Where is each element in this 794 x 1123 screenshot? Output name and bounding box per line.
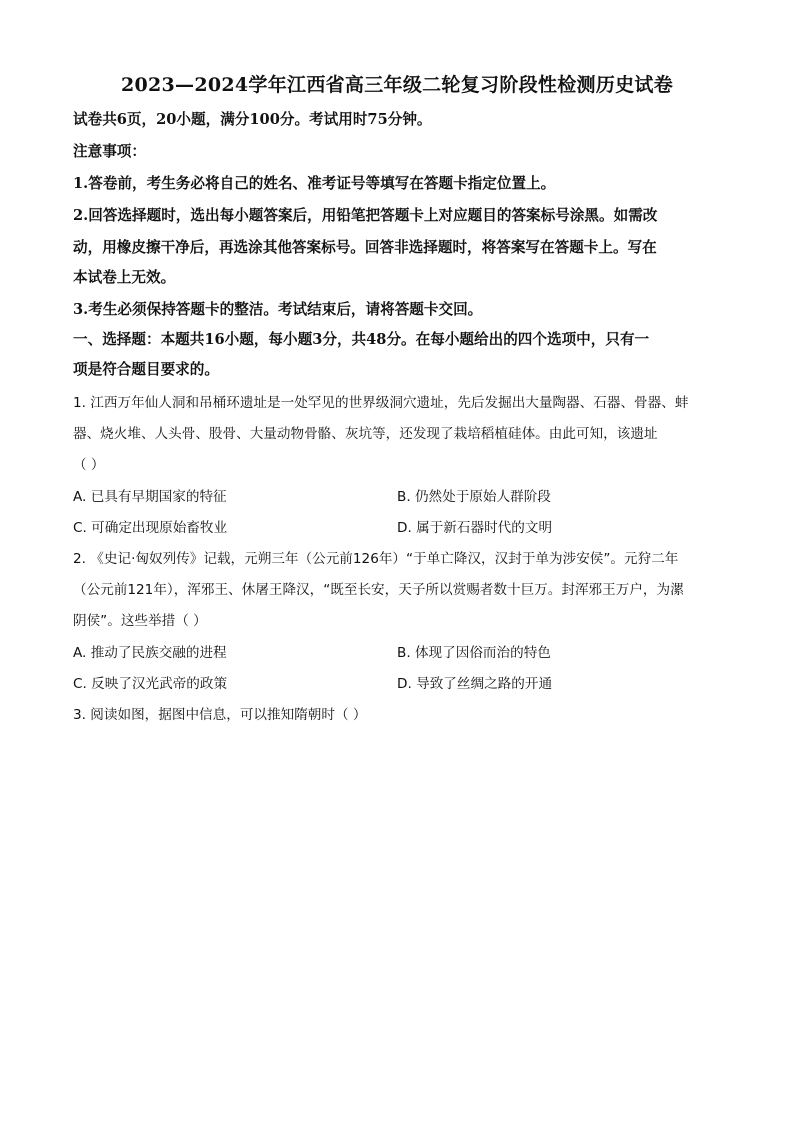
question-1-text: 1. 江西万年仙人洞和吊桶环遗址是一处罕见的世界级洞穴遗址，先后发掘出大量陶器、石器、骨器、蚌 — [73, 395, 689, 411]
question-2-text: （公元前121年），浑邪王、休屠王降汉，“既至长安，天子所以赏赐者数十巨万。封浑邪王万户，为漯 — [73, 582, 684, 598]
exam-intro: 试卷共6页，20小题，满分100分。考试用时75分钟。 — [73, 111, 432, 128]
question-1-option-a: A. 已具有早期国家的特征 — [73, 489, 227, 505]
notice-line: 动，用橡皮擦干净后，再选涂其他答案标号。回答非选择题时，将答案写在答题卡上。写在 — [73, 239, 657, 256]
question-2-option-c: C. 反映了汉光武帝的政策 — [73, 676, 228, 692]
question-1-text: 器、烧火堆、人头骨、股骨、大量动物骨骼、灰坑等，还发现了栽培稻植硅体。由此可知，该遗址 — [73, 426, 658, 442]
notice-line: 2.回答选择题时，选出每小题答案后，用铅笔把答题卡上对应题目的答案标号涂黑。如需改 — [73, 207, 658, 224]
question-2-option-d: D. 导致了丝绸之路的开通 — [397, 676, 553, 692]
question-2-option-b: B. 体现了因俗而治的特色 — [397, 645, 551, 661]
question-1-text: （ ） — [73, 457, 105, 473]
question-1-option-d: D. 属于新石器时代的文明 — [397, 520, 553, 536]
notice-line: 1.答卷前，考生务必将自己的姓名、准考证号等填写在答题卡指定位置上。 — [73, 175, 556, 192]
exam-title: 2023—2024学年江西省高三年级二轮复习阶段性检测历史试卷 — [120, 74, 674, 96]
question-1-option-b: B. 仍然处于原始人群阶段 — [397, 489, 551, 505]
question-3-text: 3. 阅读如图，据图中信息，可以推知隋朝时（ ） — [73, 707, 367, 723]
question-1-option-c: C. 可确定出现原始畜牧业 — [73, 520, 228, 536]
notice-line: 3.考生必须保持答题卡的整洁。考试结束后，请将答题卡交回。 — [73, 301, 483, 318]
section-heading: 项是符合题目要求的。 — [73, 361, 219, 378]
question-2-option-a: A. 推动了民族交融的进程 — [73, 645, 227, 661]
question-2-text: 阴侯”。这些举措（ ） — [73, 613, 207, 629]
section-heading: 一、选择题：本题共16小题，每小题3分，共48分。在每小题给出的四个选项中，只有一 — [73, 331, 650, 348]
notice-heading: 注意事项： — [73, 143, 146, 160]
question-2-text: 2. 《史记·匈奴列传》记载，元朔三年（公元前126年）“于单亡降汉，汉封于单为涉安侯”。元狩二年 — [73, 551, 679, 567]
notice-line: 本试卷上无效。 — [73, 269, 176, 286]
